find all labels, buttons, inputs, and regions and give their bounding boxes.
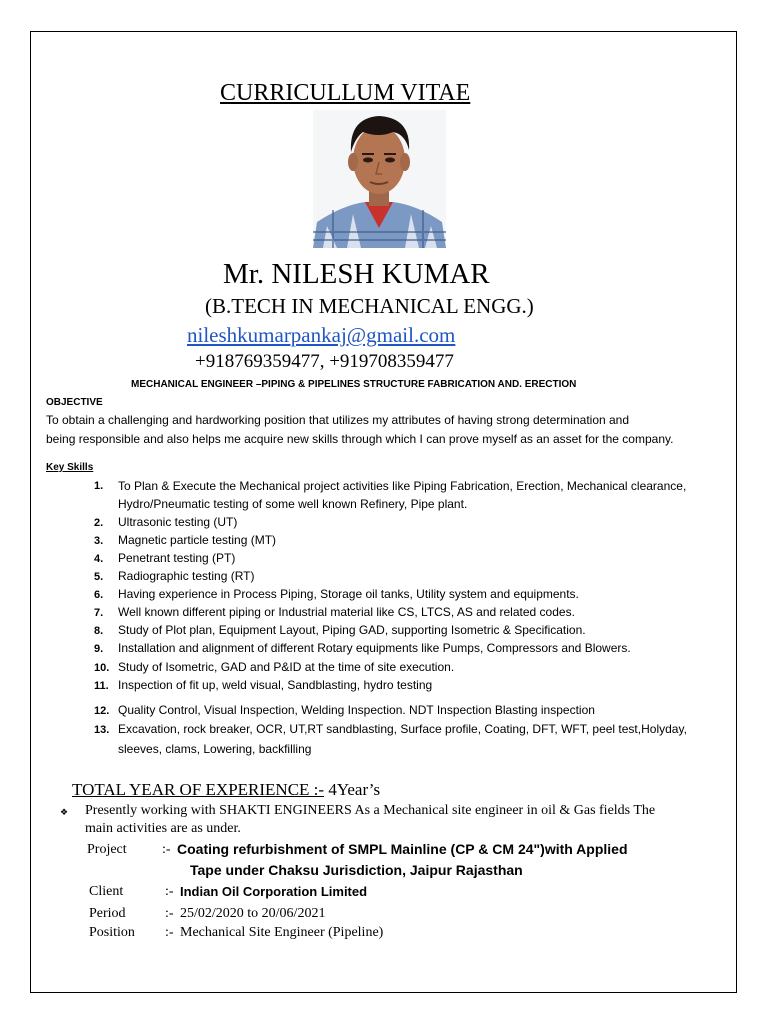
skill-number: 8.	[94, 625, 104, 637]
skill-number: 3.	[94, 535, 104, 547]
email-link[interactable]: nileshkumarpankaj@gmail.com	[187, 323, 456, 347]
skill-item: Ultrasonic testing (UT)	[118, 515, 238, 529]
skill-number: 4.	[94, 553, 104, 565]
position-label: Position	[89, 925, 135, 940]
objective-line-1: To obtain a challenging and hardworking position that utilizes my attributes of having strong determination and	[46, 413, 630, 427]
period-label: Period	[89, 906, 126, 921]
position-value: Mechanical Site Engineer (Pipeline)	[180, 925, 384, 940]
skill-item: Penetrant testing (PT)	[118, 551, 236, 565]
skill-number: 10.	[94, 662, 110, 674]
skill-number: 6.	[94, 589, 104, 601]
skill-item: Excavation, rock breaker, OCR, UT,RT sandblasting, Surface profile, Coating, DFT, WFT, peel test,Holyday,	[118, 722, 687, 736]
skill-item: sleeves, clams, Lowering, backfilling	[118, 742, 312, 756]
skill-number: 11.	[94, 680, 109, 692]
project-value-line-1: Coating refurbishment of SMPL Mainline (CP & CM 24")with Applied	[177, 841, 628, 857]
project-label: Project	[87, 842, 127, 857]
skill-number: 12.	[94, 705, 110, 717]
skill-item: Study of Isometric, GAD and P&ID at the time of site execution.	[118, 660, 455, 674]
skill-item: Having experience in Process Piping, Storage oil tanks, Utility system and equipments.	[118, 587, 579, 601]
experience-line-2: main activities are as under.	[85, 821, 241, 836]
client-separator: :-	[165, 884, 174, 899]
skill-item: Inspection of fit up, weld visual, Sandblasting, hydro testing	[118, 678, 433, 692]
client-label: Client	[89, 884, 124, 899]
project-value-line-2: Tape under Chaksu Jurisdiction, Jaipur Rajasthan	[190, 862, 523, 878]
bullet-icon: ❖	[60, 807, 69, 817]
skill-item: Radiographic testing (RT)	[118, 569, 255, 583]
skill-number: 1.	[94, 480, 104, 492]
skill-item: To Plan & Execute the Mechanical project activities like Piping Fabrication, Erection, Mechanical clearance,	[118, 479, 687, 493]
skill-item: Hydro/Pneumatic testing of some well known Refinery, Pipe plant.	[118, 497, 468, 511]
experience-heading-label: TOTAL YEAR OF EXPERIENCE :-	[72, 780, 325, 799]
headline: MECHANICAL ENGINEER –PIPING & PIPELINES STRUCTURE FABRICATION AND. ERECTION	[131, 379, 577, 390]
skill-item: Study of Plot plan, Equipment Layout, Piping GAD, supporting Isometric & Specification.	[118, 623, 586, 637]
period-value: 25/02/2020 to 20/06/2021	[180, 906, 326, 921]
skill-number: 7.	[94, 607, 104, 619]
degree: (B.TECH IN MECHANICAL ENGG.)	[205, 294, 534, 318]
experience-heading	[72, 780, 380, 800]
profile-photo	[313, 110, 446, 248]
objective-heading: OBJECTIVE	[46, 397, 103, 408]
key-skills-heading: Key Skills	[46, 462, 94, 473]
skill-number: 13.	[94, 724, 110, 736]
candidate-name: Mr. NILESH KUMAR	[223, 258, 490, 290]
skill-item: Installation and alignment of different Rotary equipments like Pumps, Compressors and Blowers.	[118, 641, 631, 655]
period-separator: :-	[165, 906, 174, 921]
cv-title: CURRICULLUM VITAE	[220, 80, 471, 106]
experience-line-1: Presently working with SHAKTI ENGINEERS As a Mechanical site engineer in oil & Gas fields The	[85, 803, 656, 818]
skill-number: 2.	[94, 517, 104, 529]
skill-number: 5.	[94, 571, 104, 583]
skill-number: 9.	[94, 643, 104, 655]
phone-numbers: +918769359477, +919708359477	[195, 351, 454, 372]
project-separator: :-	[162, 842, 171, 857]
skill-item: Quality Control, Visual Inspection, Welding Inspection. NDT Inspection Blasting inspection	[118, 703, 595, 717]
position-separator: :-	[165, 925, 174, 940]
skill-item: Magnetic particle testing (MT)	[118, 533, 277, 547]
objective-line-2: being responsible and also helps me acquire new skills through which I can prove myself as an asset for the company.	[46, 432, 674, 446]
client-value: Indian Oil Corporation Limited	[180, 884, 368, 899]
skill-item: Well known different piping or Industrial material like CS, LTCS, AS and related codes.	[118, 605, 575, 619]
experience-years: 4Year’s	[328, 780, 381, 799]
